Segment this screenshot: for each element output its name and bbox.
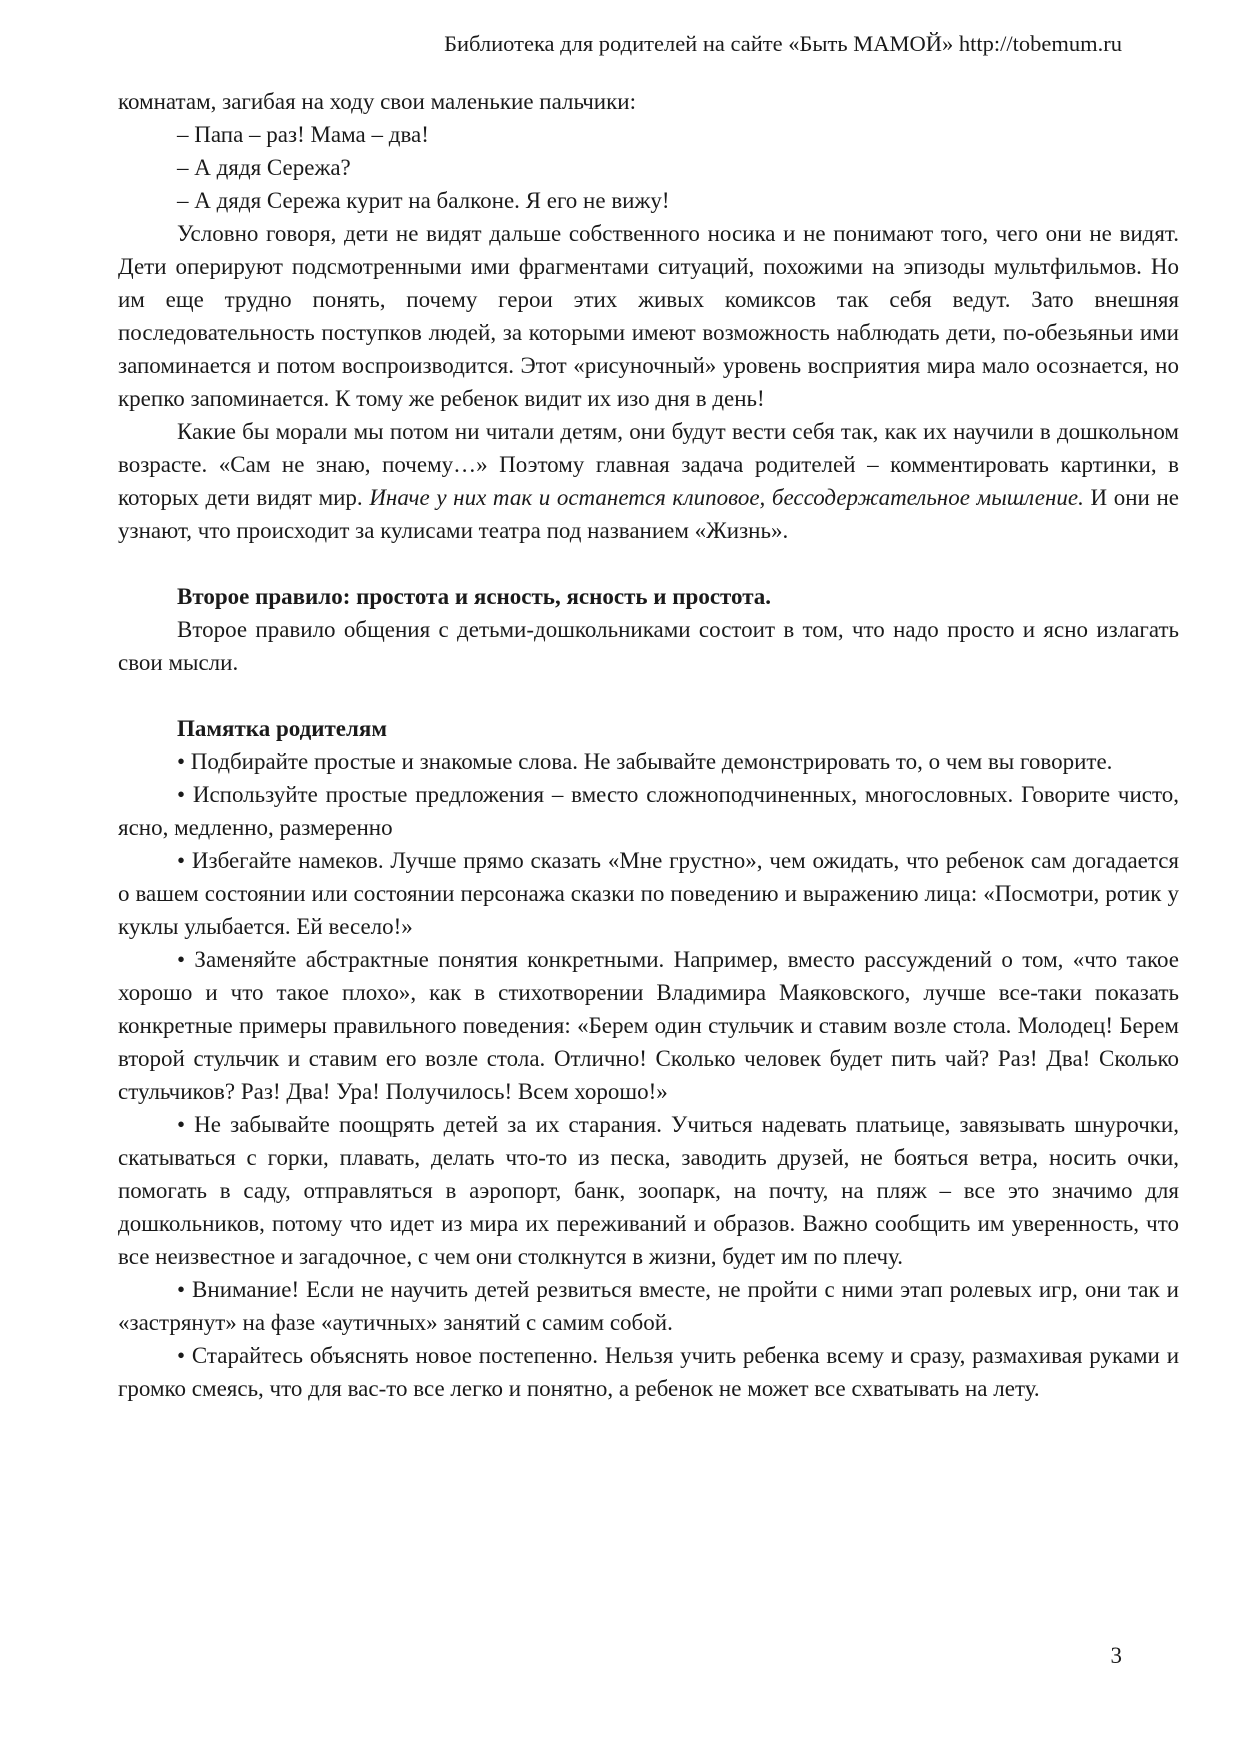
page-number: 3 (1110, 1643, 1122, 1668)
paragraph-conventionally: Условно говоря, дети не видят дальше собственного носика и не понимают того, чего они не видят. Дети оперируют подсмотренными ими фрагментами ситуаций, похожими на эпизоды мультфильмов. Но им еще трудно понять, почему герои этих живых комиксов так себя ведут. Зато внешняя последовательность поступков людей, за которыми имеют возможность наблюдать дети, по-обезьяньи ими запоминается и потом воспроизводится. Этот «рисуночный» уровень восприятия мира мало осознается, но крепко запоминается. К тому же ребенок видит их изо дня в день! (118, 221, 1179, 411)
memo-item: • Внимание! Если не научить детей резвиться вместе, не пройти с ними этап ролевых игр, они так и «застрянут» на фазе «аутичных» занятий с самим собой. (118, 1277, 1179, 1335)
body-text (118, 85, 1179, 1405)
memo-item: • Избегайте намеков. Лучше прямо сказать «Мне грустно», чем ожидать, что ребенок сам догадается о вашем состоянии или состоянии персонажа сказки по поведению и выражению лица: «Посмотри, ротик у куклы улыбается. Ей весело!» (118, 848, 1179, 939)
morals-text-start: Какие бы морали мы потом ни читали детям, они будут вести себя так, как их научили в дошкольном возрасте. «Сам не знаю, почему…» Поэтому главная задача родителей – комментировать картинки, в которых дети видят мир. (118, 419, 1179, 510)
dialog-line: – Папа – раз! Мама – два! (177, 122, 429, 147)
spacer (118, 679, 1179, 712)
paragraph-intro: комнатам, загибая на ходу свои маленькие пальчики: (118, 89, 636, 114)
paragraph-morals (118, 415, 1179, 547)
memo-item: • Используйте простые предложения – вместо сложноподчиненных, многословных. Говорите чисто, ясно, медленно, размеренно (118, 782, 1179, 840)
paragraph-rule-two: Второе правило общения с детьми-дошкольниками состоит в том, что надо просто и ясно излагать свои мысли. (118, 617, 1179, 675)
memo-item: • Старайтесь объяснять новое постепенно. Нельзя учить ребенка всему и сразу, размахивая руками и громко смеясь, что для вас-то все легко и понятно, а ребенок не может все схватывать на лету. (118, 1343, 1179, 1401)
dialog-line: – А дядя Сережа? (177, 155, 351, 180)
heading-memo: Памятка родителям (177, 716, 387, 741)
dialog-line: – А дядя Сережа курит на балконе. Я его не вижу! (177, 188, 670, 213)
running-header: Библиотека для родителей на сайте «Быть МАМОЙ» http://tobemum.ru (444, 31, 1122, 56)
morals-text-end: И они не узнают, что происходит за кулисами театра под названием «Жизнь». (118, 485, 1179, 543)
memo-item: • Подбирайте простые и знакомые слова. Не забывайте демонстрировать то, о чем вы говорите. (177, 749, 1113, 774)
heading-rule-two: Второе правило: простота и ясность, ясность и простота. (177, 584, 772, 609)
memo-item: • Заменяйте абстрактные понятия конкретными. Например, вместо рассуждений о том, «что такое хорошо и что такое плохо», как в стихотворении Владимира Маяковского, лучше все-таки показать конкретные примеры правильного поведения: «Берем один стульчик и ставим возле стола. Молодец! Берем второй стульчик и ставим его возле стола. Отлично! Сколько человек будет пить чай? Раз! Два! Сколько стульчиков? Раз! Два! Ура! Получилось! Всем хорошо!» (118, 947, 1179, 1104)
morals-text-italic: Иначе у них так и останется клиповое, бессодержательное мышление. (369, 485, 1084, 510)
memo-item: • Не забывайте поощрять детей за их старания. Учиться надевать платьице, завязывать шнурочки, скатываться с горки, плавать, делать что-то из песка, заводить друзей, не бояться ветра, носить очки, помогать в саду, отправляться в аэропорт, банк, зоопарк, на почту, на пляж – все это значимо для дошкольников, потому что идет из мира их переживаний и образов. Важно сообщить им уверенность, что все неизвестное и загадочное, с чем они столкнутся в жизни, будет им по плечу. (118, 1112, 1179, 1269)
spacer (118, 547, 1179, 580)
